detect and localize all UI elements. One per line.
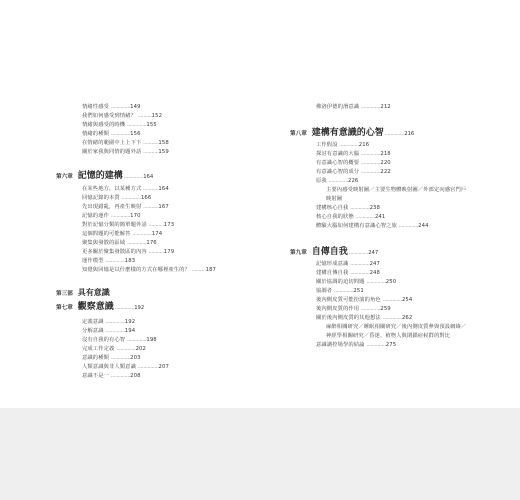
leader-dots: ...........	[143, 149, 159, 155]
toc-entry	[82, 140, 169, 147]
toc-subentry	[326, 333, 450, 340]
page-number: 159	[158, 149, 169, 155]
entry-title: 有意識心智的概要	[316, 160, 360, 166]
entry-title: 記憶形成意識	[316, 261, 349, 267]
leader-dots: ..............	[350, 270, 370, 276]
entry-title: 神經學相關研究／昏迷、植物人與閉鎖症候群的對比	[326, 333, 451, 339]
entry-title: 探討有意識的大腦	[316, 151, 360, 157]
page-number: 244	[418, 223, 429, 229]
toc-entry	[82, 231, 162, 238]
leader-dots: ..............	[121, 195, 141, 201]
toc-entry	[316, 270, 380, 277]
leader-dots: ..............	[360, 151, 381, 157]
leader-dots: ..............	[350, 261, 370, 267]
entry-title: 回憶記錄的本質	[82, 195, 120, 201]
page-number: 218	[380, 151, 391, 157]
toc-entry	[82, 267, 216, 274]
entry-title: 後內側皮質的作用	[316, 306, 360, 312]
entry-title: 建構核心自我	[316, 205, 349, 211]
leader-dots: ..............	[105, 258, 125, 264]
page-number: 212	[380, 104, 391, 110]
entry-title: 意識的種類	[82, 355, 109, 361]
page-number: 183	[124, 258, 136, 264]
page-number: 158	[158, 140, 169, 146]
entry-title: 人類意識與非人類意識	[82, 364, 136, 370]
page-number: 176	[146, 240, 157, 246]
leader-dots: ..............	[360, 104, 381, 110]
toc-entry	[82, 249, 174, 256]
leader-dots: ..............	[366, 279, 386, 285]
toc-entry	[82, 373, 141, 380]
entry-title: 關於協調的迫切問題	[316, 279, 365, 285]
page-number: 192	[134, 305, 145, 311]
page-number: 192	[124, 319, 136, 325]
leader-dots: ..............	[114, 305, 135, 311]
toc-subentry	[326, 324, 466, 331]
entry-title: 主要內感受映射圖／主要生物體映射圖／外部定向感官門戶	[326, 187, 467, 193]
entry-title: 先出現錯亂，再產生映射	[82, 204, 142, 210]
entry-title: 後內側皮質可能扮演的角色	[316, 297, 381, 303]
toc-entry	[82, 355, 141, 362]
page-number: 247	[369, 261, 380, 267]
entry-title: 情緒與感受的時機	[82, 122, 126, 128]
toc-entry	[82, 186, 169, 193]
chapter-title: 建構有意識的心智	[311, 128, 384, 138]
leader-dots: ...........	[148, 222, 164, 228]
page-number: 164	[158, 186, 169, 192]
page-number: 202	[135, 346, 146, 352]
entry-title: 工作假設	[316, 142, 338, 148]
page-number: 254	[401, 297, 413, 303]
entry-title: 映射圖	[326, 196, 343, 202]
toc-entry	[82, 258, 135, 265]
page-number: 208	[130, 373, 141, 379]
entry-title: 記憶的運作	[82, 213, 109, 219]
toc-entry	[316, 342, 396, 349]
leader-dots: ..............	[132, 231, 152, 237]
page-number: 207	[158, 364, 169, 370]
entry-title: 沒有自我的有心智	[82, 337, 126, 343]
toc-entry	[82, 131, 141, 138]
toc-entry	[316, 178, 358, 185]
toc-entry	[316, 214, 385, 221]
page-number: 250	[385, 279, 397, 285]
leader-dots: ..............	[110, 104, 131, 110]
leader-dots: ..............	[355, 214, 375, 220]
page-number: 194	[124, 328, 136, 334]
page-number: 216	[404, 131, 415, 137]
page-number: 187	[205, 267, 217, 273]
page-number: 155	[146, 122, 157, 128]
toc-entry	[82, 149, 169, 156]
entry-title: 麻醉相關研究／睡眠相關研究／後內側皮質參與預設網絡／	[326, 324, 467, 330]
page-number: 251	[353, 288, 364, 294]
leader-dots: ..............	[126, 240, 147, 246]
chapter-title: 自傳自我	[311, 247, 348, 257]
part-heading	[56, 287, 111, 298]
toc-entry	[82, 122, 157, 129]
leader-dots: ..............	[360, 160, 381, 166]
leader-dots: ...........	[148, 249, 164, 255]
entry-title: 協調者	[316, 288, 333, 294]
page-number: 275	[385, 342, 397, 348]
leader-dots: ..........	[137, 113, 152, 119]
entry-title: 佛洛伊德的潛意識	[316, 104, 360, 110]
chapter-title: 記憶的建構	[77, 171, 123, 181]
entry-title: 原我	[316, 178, 327, 184]
entry-title: 情緒的種類	[82, 131, 109, 137]
chapter-heading	[290, 125, 414, 138]
chapter-heading	[56, 299, 144, 312]
chapter-heading	[290, 244, 378, 257]
leader-dots: ..............	[328, 178, 348, 184]
page-number: 262	[401, 315, 413, 321]
leader-dots: ..............	[350, 205, 370, 211]
toc-entry	[82, 222, 174, 229]
entry-title: 我們如何感受到情緒？	[82, 113, 136, 119]
toc-entry	[316, 169, 391, 176]
leader-dots: ..............	[110, 131, 131, 137]
leader-dots: ...........	[143, 186, 159, 192]
entry-title: 在情緒的範圍中上上下下	[82, 140, 142, 146]
entry-title: 這個問題的可能解答	[82, 231, 131, 237]
chapter-number: 第六章	[56, 174, 73, 180]
toc-entry	[82, 337, 157, 344]
entry-title: 意識調控場學的結論	[316, 342, 365, 348]
entry-title: 關於家我與同情的題外話	[82, 149, 142, 155]
entry-title: 關於後內側皮質的其他想法	[316, 315, 381, 321]
entry-title: 核心自我的狀態	[316, 214, 354, 220]
page-number: 222	[380, 169, 391, 175]
part-number: 第三部	[56, 291, 73, 297]
leader-dots: ..............	[339, 142, 359, 148]
toc-entry	[82, 319, 135, 326]
toc-entry	[82, 364, 169, 371]
toc-entry	[82, 104, 141, 111]
entry-title: 有意識心智的成分	[316, 169, 360, 175]
page-number: 174	[151, 231, 163, 237]
toc-entry	[316, 205, 380, 212]
toc-entry	[316, 279, 396, 286]
entry-title: 定義意識	[82, 319, 104, 325]
entry-title: 分解意識	[82, 328, 104, 334]
toc-entry	[82, 346, 146, 353]
toc-entry	[82, 328, 135, 335]
leader-dots: ..............	[126, 337, 147, 343]
leader-dots: ..............	[360, 169, 381, 175]
page-number: 164	[143, 174, 154, 180]
part-title: 具有意識	[77, 288, 110, 297]
page-number: 198	[146, 337, 157, 343]
entry-title: 對於記憶分類的簡單題外話	[82, 222, 147, 228]
toc-entry	[316, 104, 391, 111]
entry-title: 運作模型	[82, 258, 104, 264]
page-number: 152	[151, 113, 163, 119]
leader-dots: ..............	[384, 131, 405, 137]
toc-entry	[82, 213, 141, 220]
page-number: 241	[374, 214, 386, 220]
toc-entry	[82, 240, 157, 247]
leader-dots: ..............	[110, 373, 131, 379]
toc-entry	[316, 315, 412, 322]
leader-dots: ..............	[123, 174, 144, 180]
leader-dots: ...........	[143, 204, 159, 210]
page-number: 203	[130, 355, 141, 361]
chapter-title: 觀察意識	[77, 302, 114, 312]
leader-dots: ..............	[126, 122, 147, 128]
toc-entry	[316, 142, 369, 149]
leader-dots: ..............	[382, 315, 402, 321]
chapter-number: 第七章	[56, 305, 73, 311]
page-number: 156	[130, 131, 141, 137]
background-band	[0, 408, 520, 500]
toc-subentry	[326, 196, 342, 203]
chapter-number: 第八章	[290, 131, 307, 137]
page-number: 173	[163, 222, 175, 228]
page-number: 247	[368, 250, 379, 256]
leader-dots: ..............	[116, 346, 136, 352]
entry-title: 完成工作定義	[82, 346, 115, 352]
toc-subentry	[326, 187, 466, 194]
leader-dots: ..............	[105, 328, 125, 334]
leader-dots: ..............	[360, 306, 381, 312]
leader-dots: ...........	[143, 140, 159, 146]
entry-title: 知覺與回憶是以什麼樣的方式在哪裡產生的？	[82, 267, 190, 273]
entry-title: 在某些地方，以某種方式	[82, 186, 142, 192]
chapter-number: 第九章	[290, 250, 307, 256]
entry-title: 聚集與發散的區域	[82, 240, 126, 246]
toc-entry	[316, 288, 364, 295]
leader-dots: ..............	[110, 355, 131, 361]
page-number: 179	[163, 249, 175, 255]
page-number: 220	[380, 160, 391, 166]
entry-title: 體驗大腦如何建構有意識心智之旅	[316, 223, 397, 229]
toc-entry	[316, 160, 391, 167]
entry-title: 建構自傳自我	[316, 270, 349, 276]
leader-dots: ..............	[110, 213, 131, 219]
leader-dots: ..............	[382, 297, 402, 303]
toc-entry	[82, 204, 169, 211]
page-number: 216	[358, 142, 370, 148]
toc-entry	[316, 306, 391, 313]
leader-dots: ..........	[191, 267, 206, 273]
toc-entry	[316, 261, 380, 268]
chapter-heading	[56, 168, 153, 181]
toc-entry	[82, 195, 151, 202]
entry-title: 更多關於聚集發散區的內容	[82, 249, 147, 255]
page-number: 170	[130, 213, 141, 219]
leader-dots: ..............	[334, 288, 354, 294]
leader-dots: ..............	[398, 223, 419, 229]
toc-entry	[82, 113, 162, 120]
toc-entry	[316, 151, 391, 158]
page-number: 226	[347, 178, 359, 184]
leader-dots: ..............	[348, 250, 369, 256]
page-number: 149	[130, 104, 141, 110]
toc-entry	[316, 297, 412, 304]
leader-dots: ..............	[105, 319, 125, 325]
page-number: 238	[369, 205, 380, 211]
page-number: 167	[158, 204, 169, 210]
entry-title: 情緒性感受	[82, 104, 109, 110]
page-number: 259	[380, 306, 391, 312]
leader-dots: ...............	[137, 364, 159, 370]
page-number: 166	[140, 195, 152, 201]
page-number: 248	[369, 270, 380, 276]
toc-entry	[316, 223, 429, 230]
leader-dots: ..............	[366, 342, 386, 348]
entry-title: 意識不是一	[82, 373, 109, 379]
